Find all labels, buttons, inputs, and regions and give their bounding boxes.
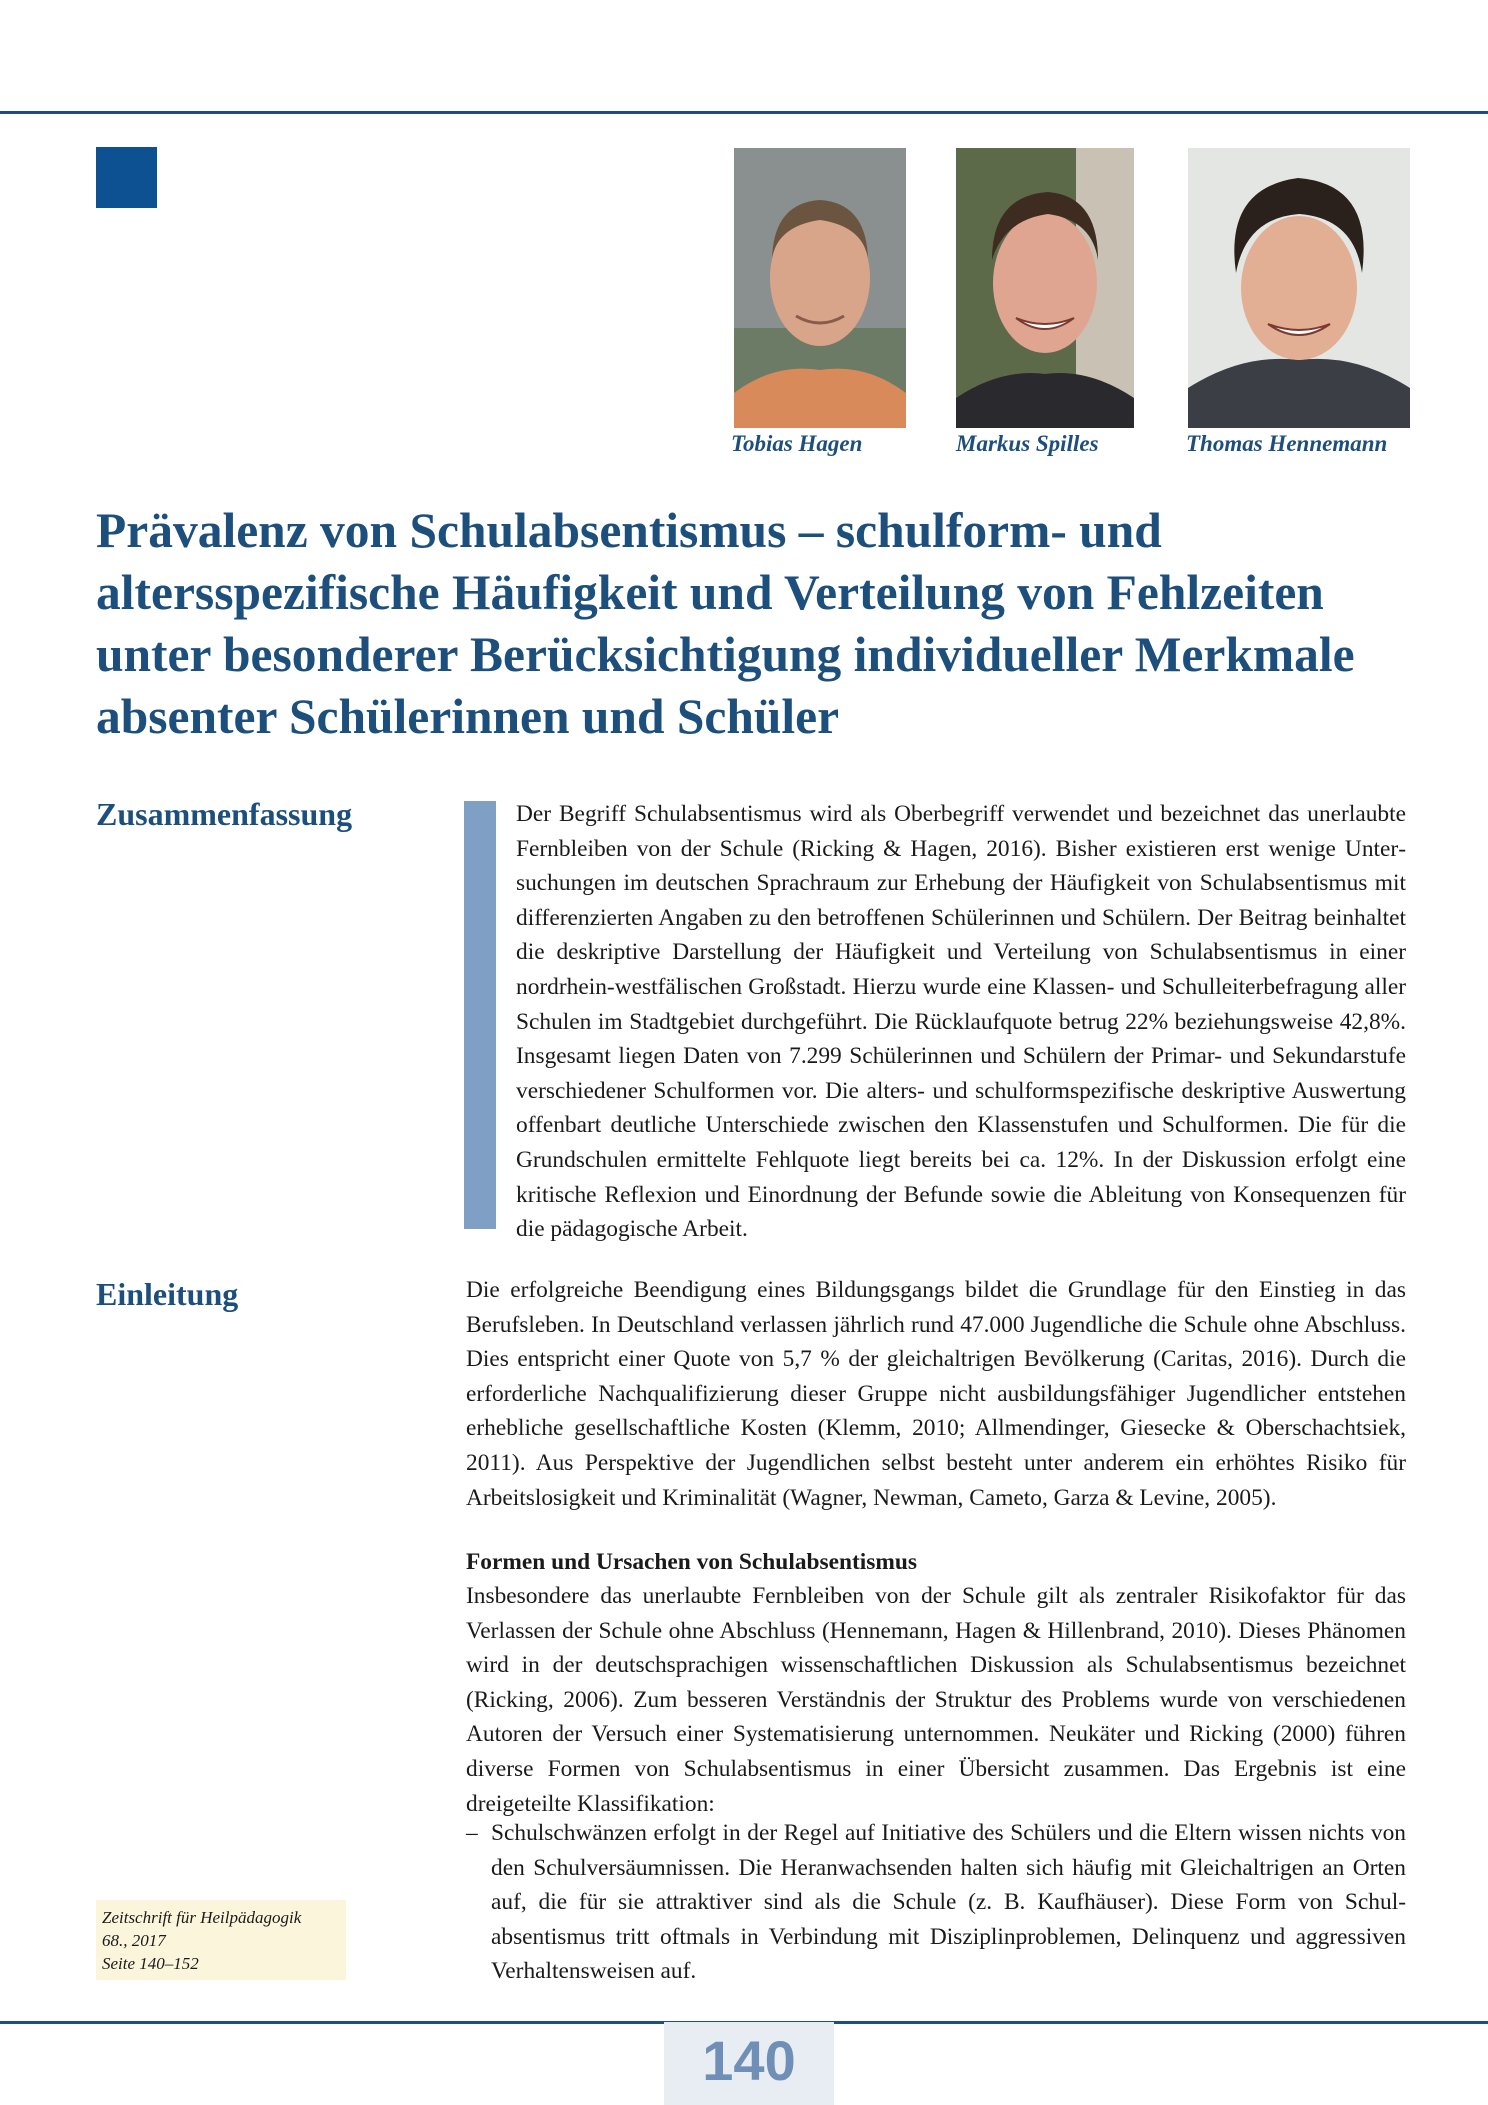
abstract-bar bbox=[464, 801, 496, 1229]
author-photo-icon bbox=[956, 148, 1134, 428]
author-photo-icon bbox=[734, 148, 906, 428]
forms-heading: Formen und Ursachen von Schulabsentismus bbox=[466, 1549, 918, 1575]
author-name: Tobias Hagen bbox=[731, 431, 863, 456]
classification-list bbox=[466, 1816, 1406, 1989]
intro-text: Die erfolgreiche Beendigung eines Bildungsgangs bildet die Grundlage für den Einstieg in das Berufsleben. In Deutschland verlassen jährlich rund 47.000 Jugendliche die Schule ohne Abschluss. Dies entspricht einer Quote von 5,7 % der gleichaltrigen Bevölkerung (Caritas, 2016). Durch die erforderliche Nachqualifizierung dieser Gruppe nicht ausbildungsfähiger Jugendlicher entstehen erhebliche gesellschaftliche Kosten (Klemm, 2010; Allmendinger, Giesecke & Oberschachtsiek, 2011). Aus Perspektive der Jugendlichen selbst besteht unter anderem ein erhöhtes Risiko für Arbeitslosigkeit und Kriminalität (Wagner, Newman, Cameto, Garza & Levine, 2005). bbox=[466, 1277, 1406, 1511]
section-marker bbox=[96, 147, 157, 208]
journal-volume: 68., 2017 bbox=[102, 1931, 166, 1950]
summary-heading: Zusammenfassung bbox=[96, 796, 353, 832]
author-photo-tobias-hagen bbox=[734, 148, 906, 428]
list-dash: – bbox=[466, 1820, 478, 1846]
journal-name: Zeitschrift für Heilpädagogik bbox=[102, 1908, 302, 1927]
article-title: Prävalenz von Schulabsentismus – schulform- und altersspezifische Häufigkeit und Verteilung von Fehlzeiten unter besonderer Berücksichtigung individueller Merkmale absenter Schülerinnen und Schüler bbox=[96, 503, 1355, 744]
top-rule bbox=[0, 111, 1488, 114]
page-number: 140 bbox=[702, 2029, 796, 2092]
forms-text: Insbesondere das unerlaubte Fernbleiben von der Schule gilt als zentraler Risikofaktor für das Verlassen der Schule ohne Abschluss (Hennemann, Hagen & Hillenbrand, 2010). Dieses Phänomen wird in der deutschsprachigen wissenschaftlichen Diskussion als Schulabsentismus bezeichnet (Ricking, 2006). Zum besseren Verständnis der Struktur des Problems wurde von verschiedenen Autoren der Versuch einer Systematisierung unternommen. Neukäter und Ricking (2000) führen diverse Formen von Schulabsentismus in einer Übersicht zusammen. Das Ergebnis ist eine dreigeteilte Klassifikation: bbox=[466, 1583, 1406, 1817]
journal-pages: Seite 140–152 bbox=[102, 1954, 199, 1973]
list-item bbox=[466, 1816, 1406, 1989]
list-item-text: Schulschwänzen erfolgt in der Regel auf Initiative des Schülers und die Eltern wissen nichts von den Schulversäumnissen. Die Heranwachsenden halten sich häufig mit Gleichaltrigen an Orten auf, die für sie attraktiver sind als die Schule (z. B. Kaufhäuser). Diese Form von Schulabsentismus tritt oftmals in Verbindung mit Disziplinproblemen, Delinquenz und aggressiven Verhaltensweisen auf. bbox=[491, 1820, 1406, 1985]
journal-citation bbox=[96, 1900, 346, 1980]
author-photo-markus-spilles bbox=[956, 148, 1134, 428]
intro-heading: Einleitung bbox=[96, 1276, 239, 1312]
page-number-box bbox=[664, 2022, 834, 2105]
author-name: Thomas Hennemann bbox=[1186, 431, 1388, 456]
summary-text: Der Begriff Schulabsentismus wird als Oberbegriff verwendet und bezeichnet das unerlaubte Fernbleiben von der Schule (Ricking & Hagen, 2016). Bisher existieren erst wenige Untersuchungen im deutschen Sprachraum zur Erhebung der Häufigkeit von Schulabsentismus mit differenzierten Angaben zu den betroffenen Schülerinnen und Schülern. Der Beitrag beinhaltet die deskriptive Darstellung der Häufigkeit und Verteilung von Schulabsentismus in einer nordrhein-westfälischen Großstadt. Hierzu wurde eine Klassen- und Schulleiterbefragung aller Schulen im Stadtgebiet durchgeführt. Die Rücklaufquote betrug 22% beziehungsweise 42,8%. Insgesamt liegen Daten von 7.299 Schülerinnen und Schülern der Primar- und Sekundarstufe verschiedener Schulformen vor. Die alters- und schulformspezifische deskriptive Auswertung offenbart deutliche Unterschiede zwischen den Klassenstufen und Schulformen. Die für die Grundschulen ermittelte Fehlquote liegt bereits bei ca. 12%. In der Diskussion erfolgt eine kritische Reflexion und Einordnung der Befunde sowie die Ableitung von Konsequenzen für die pädagogische Arbeit. bbox=[516, 801, 1406, 1243]
author-photo-icon bbox=[1188, 148, 1410, 428]
author-photo-thomas-hennemann bbox=[1188, 148, 1410, 428]
author-name: Markus Spilles bbox=[956, 431, 1099, 456]
